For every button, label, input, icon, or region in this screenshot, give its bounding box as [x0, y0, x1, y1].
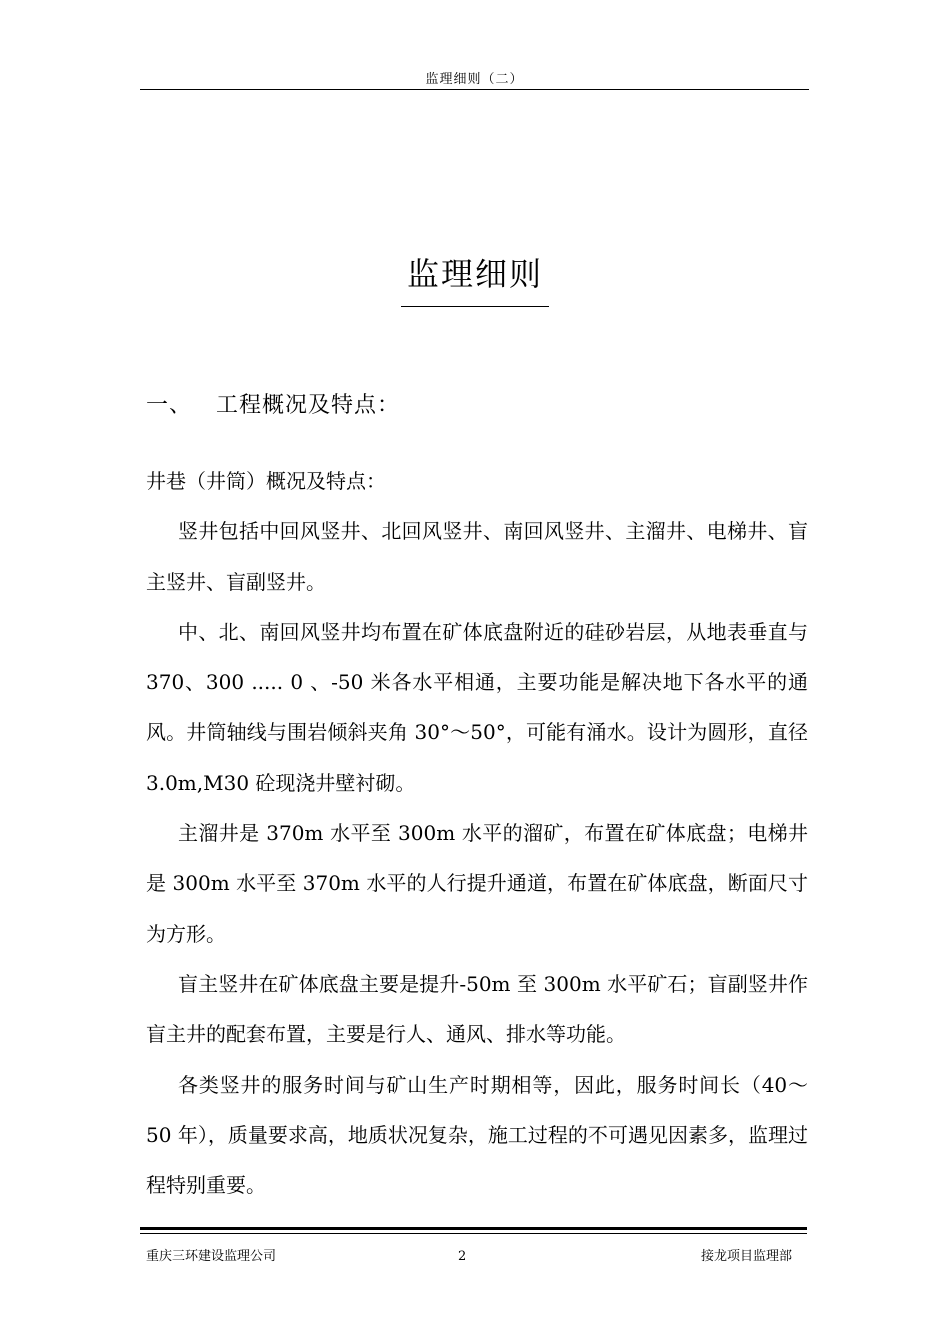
footer-page-number: 2 — [458, 1249, 467, 1264]
paragraph-ventilation-shafts: 中、北、南回风竖井均布置在矿体底盘附近的硅砂岩层，从地表垂直与 370、300 ..... 0 、-50 米各水平相通，主要功能是解决地下各水平的通风。井筒轴线与围岩倾斜夹角 30°～50°，可能有涌水。设计为圆形，直径 3.0m,M30 砼现浇井壁衬砌。 — [146, 619, 808, 795]
document-title-text: 监理细则 — [401, 252, 549, 307]
running-header: 监理细则（二） — [425, 72, 524, 87]
paragraph-ore-pass-elevator: 主溜井是 370m 水平至 300m 水平的溜矿，布置在矿体底盘；电梯井是 300m 水平至 370m 水平的人行提升通道，布置在矿体底盘，断面尺寸为方形。 — [146, 821, 808, 946]
document-title — [0, 252, 950, 307]
body-text — [146, 456, 808, 1210]
section-heading — [146, 390, 400, 422]
section-number: 一、 — [146, 393, 193, 418]
page-footer — [140, 1249, 792, 1267]
footer-department: 接龙项目监理部 — [700, 1249, 792, 1264]
footer-rule-thick — [140, 1227, 807, 1230]
paragraph-shafts-list: 竖井包括中回风竖井、北回风竖井、南回风竖井、主溜井、电梯井、盲主竖井、盲副竖井。 — [146, 519, 808, 594]
footer-company: 重庆三环建设监理公司 — [146, 1249, 277, 1264]
footer-rule-thin — [140, 1233, 807, 1234]
paragraph-service-time: 各类竖井的服务时间与矿山生产时期相等，因此，服务时间长（40～50 年），质量要求高，地质状况复杂，施工过程的不可遇见因素多，监理过程特别重要。 — [146, 1072, 808, 1198]
header-rule — [140, 89, 809, 90]
section-heading-text: 工程概况及特点： — [216, 393, 401, 418]
paragraph-blind-shafts: 盲主竖井在矿体底盘主要是提升-50m 至 300m 水平矿石；盲副竖井作盲主井的配套布置，主要是行人、通风、排水等功能。 — [146, 971, 808, 1047]
subheading-paragraph: 井巷（井筒）概况及特点： — [146, 469, 386, 493]
